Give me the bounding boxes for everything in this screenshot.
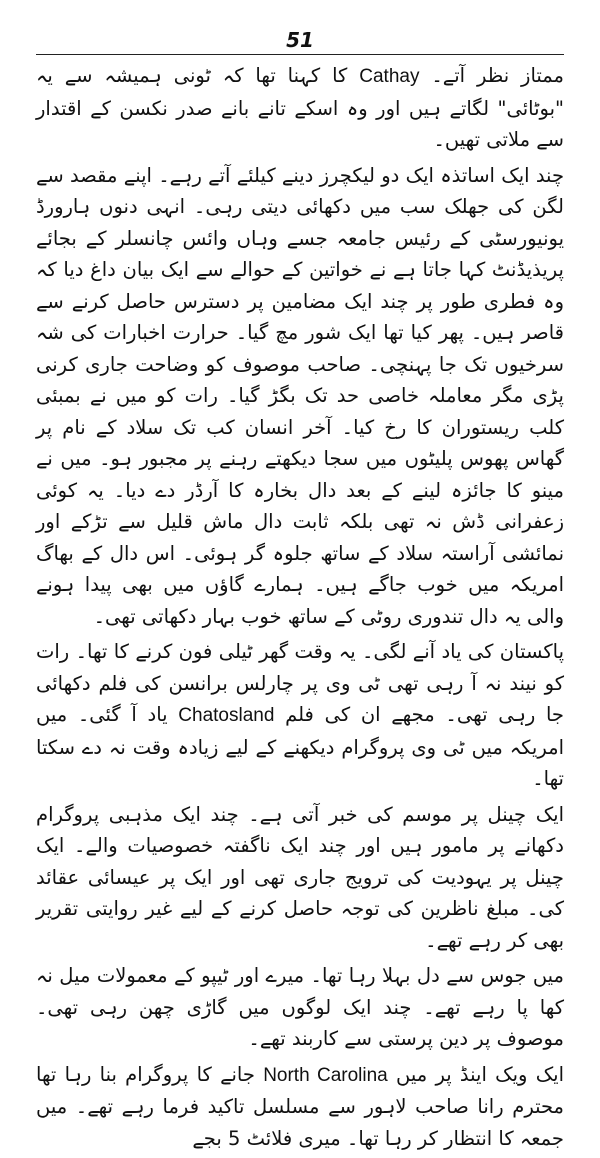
paragraph-text: میں جوس سے دل بہلا رہا تھا۔ میرے اور ٹیپو کے معمولات میل نہ کھا پا رہے تھے۔ چند ایک لوگوں میں گاڑی چھن رہی تھی۔ موصوف پر دین پرستی سے کاربند تھے۔	[36, 964, 564, 1050]
paragraph	[36, 160, 564, 633]
paragraph-text: ایک چینل پر موسم کی خبر آتی ہے۔ چند ایک مذہبی پروگرام دکھانے پر مامور ہیں اور چند ایک ناگفتہ خصوصیات والے۔ ایک چینل پر یہودیت کی ترویج جاری تھی اور ایک پر عیسائی عقائد کی۔ مبلغ ناظرین کی توجہ حاصل کرنے کے لیے غیر روایتی تقریر بھی کر رہے تھے۔	[36, 802, 564, 952]
paragraph-text: چند ایک اساتذہ ایک دو لیکچرز دینے کیلئے آتے رہے۔ اپنے مقصد سے لگن کی جھلک سب میں دکھائی دیتی رہی۔ انہی دنوں ہارورڈ یونیورسٹی کے رئیس جامعہ جسے وہاں وائس چانسلر کے بجائے پریذیڈنٹ کہا جاتا ہے نے خواتین کے حوالے سے ایک بیان داغ دیا کہ وہ فطری طور پر چند ایک مضامین پر دسترس حاصل کرنے سے قاصر ہیں۔ پھر کیا تھا ایک شور مچ گیا۔ حرارت اخبارات کی شہ سرخیوں تک جا پہنچی۔ صاحب موصوف کو وضاحت جاری کرنی پڑی مگر معاملہ خاصی حد تک بگڑ گیا۔ رات کو میں نے بمبئی کلب ریستوران کا رخ کیا۔ آخر انسان کب تک سلاد کے نام پر گھاس پھوس پلیٹوں میں سجا دیکھتے رہنے پر مجبور ہو۔ میں نے مینو کا جائزہ لینے کے بعد دال بخارہ کا آرڈر دے دیا۔ یہ کوئی زعفرانی ڈش نہ تھی بلکہ ثابت دال ماش قلیل سے تڑکے اور نمائشی آراستہ سلاد کے ساتھ جلوہ گر ہوئی۔ اس دال کے بھاگ امریکہ میں خوب جاگے ہیں۔ ہمارے گاؤں میں بھی پیدا ہونے والی یہ دال تندوری روٹی کے ساتھ خوب بہار دکھاتی تھی۔	[36, 163, 564, 628]
paragraph	[36, 60, 564, 156]
english-term: Cathay	[359, 66, 420, 87]
paragraph-text: کا کہنا تھا کہ ٹونی ہمیشہ سے یہ "بوٹائی" لگاتے ہیں اور وہ اسکے تانے بانے صدر نکسن کے اقتدار سے ملاتی تھیں۔	[36, 64, 564, 151]
english-term: North Carolina	[263, 1064, 388, 1086]
paragraph-text: ایک ویک اینڈ پر میں	[387, 1062, 565, 1086]
paragraph	[36, 960, 564, 1055]
page-body	[36, 60, 564, 1158]
paragraph-text: جانے کا پروگرام بنا رہا تھا محترم رانا صاحب لاہور سے مسلسل تاکید فرما رہے تھے۔ میں جمعہ کا انتظار کر رہا تھا۔ میری فلائٹ 5 بجے	[36, 1062, 564, 1150]
paragraph-text: پاکستان کی یاد آنے لگی۔ یہ وقت گھر ٹیلی فون کرنے کا تھا۔ رات کو نیند نہ آ رہی تھی ٹی وی پر چارلس برانسن کی فلم دکھائی جا رہی تھی۔ مجھے ان کی فلم	[36, 640, 564, 726]
english-term: Chatosland	[178, 705, 275, 726]
header-rule	[36, 54, 564, 55]
paragraph	[36, 636, 564, 795]
page-number: 51	[286, 28, 314, 52]
paragraph-text: ممتاز نظر آتے۔	[419, 64, 564, 87]
paragraph	[36, 799, 564, 957]
paragraph-text: یاد آ گئی۔ میں امریکہ میں ٹی وی پروگرام دیکھنے کے لیے زیادہ وقت نہ دے سکتا تھا۔	[36, 703, 564, 790]
paragraph	[36, 1059, 564, 1155]
